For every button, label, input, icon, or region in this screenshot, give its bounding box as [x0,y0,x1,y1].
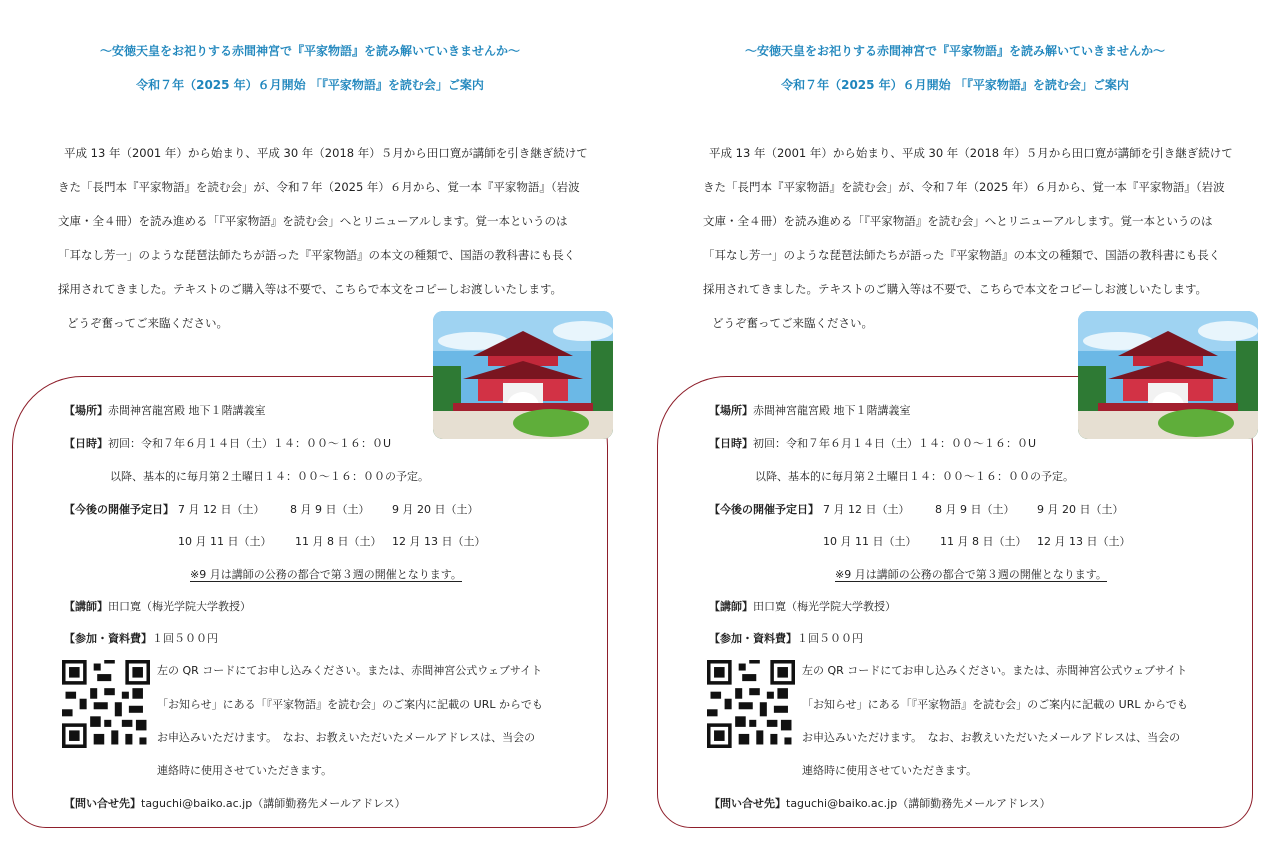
datetime-label: 【日時】 [709,437,753,450]
schedule-row-1 [64,501,174,517]
flyer-right [645,0,1280,851]
intro-line: 採用されてきました。テキストのご購入等は不要で、こちらで本文をコピーしお渡しいたします。 [58,282,563,296]
qr-code-icon[interactable] [62,660,150,748]
fee-row [64,630,218,646]
schedule-date: 10 月 11 日（土） [178,535,272,548]
schedule-date: 7 月 12 日（土） [823,503,910,516]
contact-label: 【問い合せ先】 [709,797,786,810]
place-row [709,402,911,418]
lecturer-label: 【講師】 [709,600,753,613]
fee-label: 【参加・資料費】 [64,632,152,645]
schedule-note: ※9 月は講師の公務の都合で第３週の開催となります。 [835,568,1107,581]
contact-email-link[interactable]: taguchi@baiko.ac.jp（講師勤務先メールアドレス） [141,797,406,810]
intro-line: 「耳なし芳一」のような琵琶法師たちが語った『平家物語』の本文の種類で、国語の教科書にも長く [703,248,1221,262]
place-value: 赤間神宮龍宮殿 地下１階講義室 [753,404,911,417]
datetime-row [64,435,391,451]
intro-line: きた「長門本『平家物語』を読む会」が、令和７年（2025 年）６月から、覚一本『平家物語』（岩波 [703,180,1225,194]
shrine-gate-photo [433,311,613,439]
schedule-note: ※9 月は講師の公務の都合で第３週の開催となります。 [190,568,462,581]
lecturer-value: 田口寛（梅光学院大学教授） [108,600,251,613]
place-label: 【場所】 [709,404,753,417]
apply-line: 左の QR コードにてお申し込みください。または、赤間神宮公式ウェブサイト [157,664,543,677]
fee-value: １回５００円 [152,632,218,645]
schedule-row-1 [709,501,819,517]
contact-label: 【問い合せ先】 [64,797,141,810]
fee-value: １回５００円 [797,632,863,645]
apply-line: 連絡時に使用させていただきます。 [802,764,978,777]
intro-line: 文庫・全４冊）を読み進める「『平家物語』を読む会」へとリニューアルします。覚一本というのは [703,214,1213,228]
intro-text [58,136,598,340]
contact-row [709,795,1051,811]
schedule-label: 【今後の開催予定日】 [709,503,819,516]
title-line-1: 〜安徳天皇をお祀りする赤間神宮で『平家物語』を読み解いていきませんか〜 [99,44,520,58]
schedule-date: 7 月 12 日（土） [178,503,265,516]
datetime-label: 【日時】 [64,437,108,450]
datetime-note: 以降、基本的に毎月第２土曜日１４：００〜１６：００の予定。 [755,470,1074,483]
lecturer-label: 【講師】 [64,600,108,613]
datetime-value: 初回：令和７年６月１４日（土）１４：００〜１６：０U [108,437,392,450]
fee-label: 【参加・資料費】 [709,632,797,645]
lecturer-row [64,598,251,614]
datetime-note: 以降、基本的に毎月第２土曜日１４：００〜１６：００の予定。 [110,470,429,483]
schedule-date: 9 月 20 日（土） [392,503,479,516]
schedule-label: 【今後の開催予定日】 [64,503,174,516]
schedule-date: 9 月 20 日（土） [1037,503,1124,516]
schedule-date: 8 月 9 日（土） [935,503,1015,516]
contact-row [64,795,406,811]
intro-line: どうぞ奮ってご来臨ください。 [712,316,873,330]
intro-line: 平成 13 年（2001 年）から始まり、平成 30 年（2018 年）５月から田口寛が講師を引き継ぎ続けて [709,146,1233,160]
intro-line: 平成 13 年（2001 年）から始まり、平成 30 年（2018 年）５月から田口寛が講師を引き継ぎ続けて [64,146,588,160]
schedule-date: 11 月 8 日（土） [295,535,382,548]
schedule-date: 12 月 13 日（土） [392,535,486,548]
datetime-row [709,435,1036,451]
intro-line: どうぞ奮ってご来臨ください。 [67,316,228,330]
apply-line: お申込みいただけます。 なお、お教えいただいたメールアドレスは、当会の [157,731,536,744]
lecturer-row [709,598,896,614]
shrine-gate-photo [1078,311,1258,439]
schedule-date: 8 月 9 日（土） [290,503,370,516]
schedule-date: 10 月 11 日（土） [823,535,917,548]
schedule-date: 12 月 13 日（土） [1037,535,1131,548]
title-line-2: 令和７年（2025 年）６月開始 「『平家物語』を読む会」ご案内 [136,78,484,92]
place-label: 【場所】 [64,404,108,417]
intro-line: 採用されてきました。テキストのご購入等は不要で、こちらで本文をコピーしお渡しいたします。 [703,282,1208,296]
place-row [64,402,266,418]
apply-line: 連絡時に使用させていただきます。 [157,764,333,777]
qr-code-icon[interactable] [707,660,795,748]
intro-line: きた「長門本『平家物語』を読む会」が、令和７年（2025 年）６月から、覚一本『平家物語』（岩波 [58,180,580,194]
place-value: 赤間神宮龍宮殿 地下１階講義室 [108,404,266,417]
intro-line: 「耳なし芳一」のような琵琶法師たちが語った『平家物語』の本文の種類で、国語の教科書にも長く [58,248,576,262]
schedule-date: 11 月 8 日（土） [940,535,1027,548]
apply-line: お申込みいただけます。 なお、お教えいただいたメールアドレスは、当会の [802,731,1181,744]
datetime-value: 初回：令和７年６月１４日（土）１４：００〜１６：０U [753,437,1037,450]
apply-line: 左の QR コードにてお申し込みください。または、赤間神宮公式ウェブサイト [802,664,1188,677]
intro-line: 文庫・全４冊）を読み進める「『平家物語』を読む会」へとリニューアルします。覚一本というのは [58,214,568,228]
fee-row [709,630,863,646]
apply-line: 「お知らせ」にある「『平家物語』を読む会」のご案内に記載の URL からでも [802,698,1188,711]
apply-line: 「お知らせ」にある「『平家物語』を読む会」のご案内に記載の URL からでも [157,698,543,711]
title-line-2: 令和７年（2025 年）６月開始 「『平家物語』を読む会」ご案内 [781,78,1129,92]
lecturer-value: 田口寛（梅光学院大学教授） [753,600,896,613]
title-line-1: 〜安徳天皇をお祀りする赤間神宮で『平家物語』を読み解いていきませんか〜 [744,44,1165,58]
contact-email-link[interactable]: taguchi@baiko.ac.jp（講師勤務先メールアドレス） [786,797,1051,810]
intro-text [703,136,1243,340]
